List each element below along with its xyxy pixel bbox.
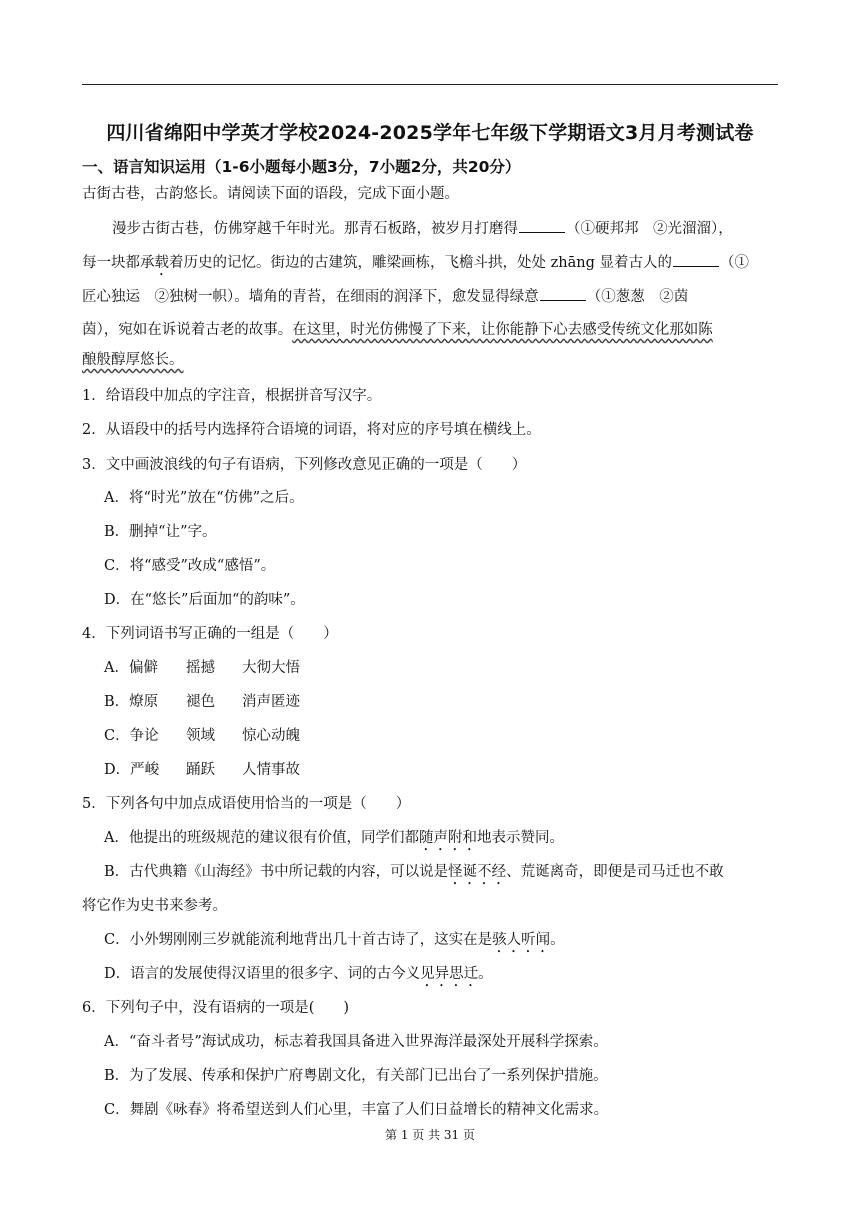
- word: C．争论: [104, 728, 159, 744]
- word: 消声匿迹: [242, 694, 300, 710]
- q5-option-b[interactable]: [104, 862, 724, 888]
- word: B．燎原: [104, 694, 159, 710]
- passage-line-4: [82, 320, 713, 340]
- q3-option-b[interactable]: B．删掉“让”字。: [104, 524, 217, 540]
- word: D．严峻: [104, 762, 160, 778]
- wavy-sentence: 酿般醇厚悠长。: [82, 352, 184, 368]
- option-text: A．他提出的班级规范的建议很有价值，同学们都: [104, 830, 419, 846]
- word: 踊跃: [186, 762, 215, 778]
- word: A．偏僻: [104, 660, 158, 676]
- q5-option-c[interactable]: [104, 930, 565, 956]
- option-text: 地表示赞同。: [476, 830, 564, 846]
- option-text: C．小外甥刚刚三岁就能流利地背出几十首古诗了，这实在是: [104, 932, 493, 948]
- passage-line-3: [82, 286, 688, 307]
- q3-option-c[interactable]: C．将“感受”改成“感悟”。: [104, 558, 276, 574]
- q6-option-a[interactable]: A．“奋斗者号”海试成功，标志着我国具备进入世界海洋最深处开展科学探索。: [104, 1034, 608, 1050]
- dotted-idiom: 见异思迁: [420, 966, 479, 982]
- question-3-stem: 3．文中画波浪线的句子有语病，下列修改意见正确的一项是（ ）: [82, 457, 527, 473]
- section-heading: 一、语言知识运用（1-6小题每小题3分，7小题2分，共20分）: [82, 158, 521, 176]
- word: 惊心动魄: [242, 728, 300, 744]
- dotted-idiom: 骇人听闻: [492, 932, 551, 948]
- question-5-stem: 5．下列各句中加点成语使用恰当的一项是（ ）: [82, 796, 411, 812]
- word: 大彻大悟: [242, 660, 300, 676]
- q4-option-a[interactable]: [104, 658, 300, 678]
- answer-blank[interactable]: [540, 286, 586, 301]
- passage-text: （①: [719, 255, 749, 271]
- q6-option-b[interactable]: B．为了发展、传承和保护广府粤剧文化，有关部门已出台了一系列保护措施。: [104, 1068, 608, 1084]
- answer-blank[interactable]: [519, 218, 565, 233]
- word: 人情事故: [242, 762, 300, 778]
- passage-text: （①硬邦邦 ②光溜溜），: [566, 221, 733, 237]
- header-rule: [82, 84, 778, 85]
- q4-option-c[interactable]: [104, 726, 300, 746]
- q5-option-a[interactable]: [104, 828, 564, 854]
- option-text: 。: [478, 966, 493, 982]
- question-4-stem: 4．下列词语书写正确的一组是（ ）: [82, 626, 338, 642]
- option-text: 。: [550, 932, 565, 948]
- passage-line-5: [82, 350, 184, 370]
- q5-option-d[interactable]: [104, 964, 493, 990]
- q4-option-b[interactable]: [104, 692, 300, 712]
- page-footer: 第 1 页 共 31 页: [385, 1128, 475, 1142]
- question-1: 1．给语段中加点的字注音，根据拼音写汉字。: [82, 388, 382, 404]
- q5-option-b-cont: 将它作为史书来参考。: [82, 898, 227, 914]
- dotted-char: 载: [154, 255, 169, 271]
- word: 摇撼: [186, 660, 215, 676]
- passage-text: 每一块都承: [82, 255, 155, 271]
- passage-line-1: [112, 218, 733, 239]
- q3-option-a[interactable]: A．将“时光”放在“仿佛”之后。: [104, 490, 304, 506]
- page-title: 四川省绵阳中学英才学校2024-2025学年七年级下学期语文3月月考测试卷: [106, 122, 754, 144]
- intro-text: 古街古巷，古韵悠长。请阅读下面的语段，完成下面小题。: [82, 186, 459, 202]
- dotted-idiom: 随声附和: [418, 830, 477, 846]
- question-6-stem: 6．下列句子中，没有语病的一项是( ): [82, 1000, 350, 1016]
- q6-option-c[interactable]: C．舞剧《咏春》将希望送到人们心里，丰富了人们日益增长的精神文化需求。: [104, 1102, 609, 1118]
- passage-text: （①葱葱 ②茵: [586, 289, 689, 305]
- question-2: 2．从语段中的括号内选择符合语境的词语，将对应的序号填在横线上。: [82, 422, 541, 438]
- word: 褪色: [186, 694, 215, 710]
- wavy-sentence: 在这里，时光仿佛慢了下来，让你能静下心去感受传统文化那如陈: [292, 322, 713, 338]
- answer-blank[interactable]: [673, 252, 719, 267]
- q4-option-d[interactable]: [104, 760, 300, 780]
- option-text: 、荒诞离奇，即便是司马迁也不敢: [506, 864, 724, 880]
- passage-text: 茵），宛如在诉说着古老的故事。: [82, 322, 293, 338]
- passage-line-2: [82, 252, 749, 279]
- dotted-idiom: 怪诞不经: [448, 864, 507, 880]
- option-text: D．语言的发展使得汉语里的很多字、词的古今义: [104, 966, 421, 982]
- passage-text: 匠心独运 ②独树一帜）。墙角的青苔，在细雨的润泽下，愈发显得绿意: [82, 289, 539, 305]
- option-text: B．古代典籍《山海经》书中所记载的内容，可以说是: [104, 864, 449, 880]
- passage-text: 着历史的记忆。街边的古建筑，雕梁画栋，飞檐斗拱，处处 zhāng 显着古人的: [169, 255, 672, 271]
- passage-text: 漫步古街古巷，仿佛穿越千年时光。那青石板路，被岁月打磨得: [112, 221, 518, 237]
- q3-option-d[interactable]: D．在“悠长”后面加“的韵味”。: [104, 592, 305, 608]
- word: 领域: [186, 728, 215, 744]
